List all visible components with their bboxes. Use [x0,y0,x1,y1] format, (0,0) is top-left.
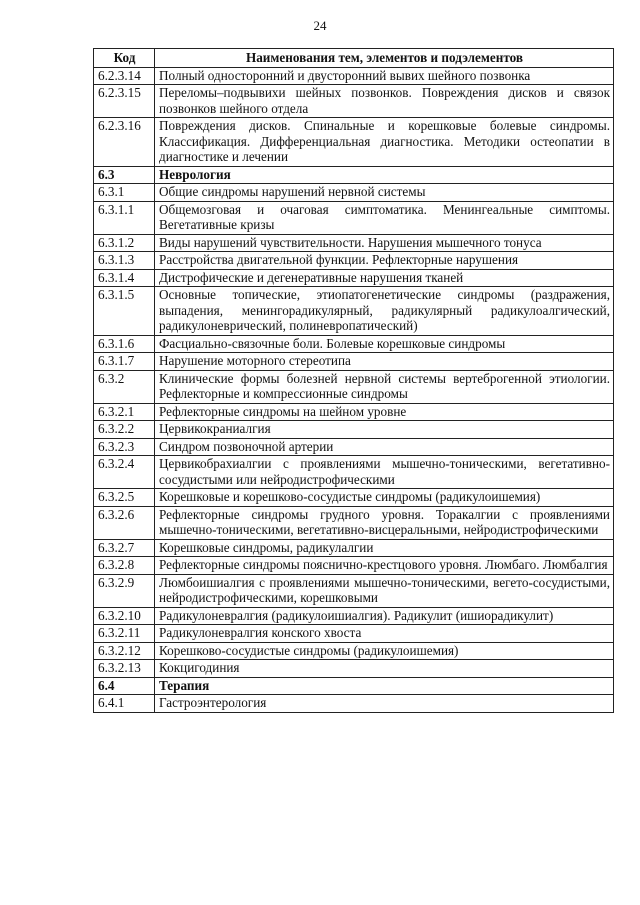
table-row [94,574,614,607]
table-row [94,403,614,421]
row-code: 6.3.1 [94,184,155,202]
row-code: 6.3.2.8 [94,557,155,575]
row-title: Основные топические, этиопатогенетические синдромы (раздражения, выпадения, менингорадикулярный, радикулярный радикулоалгический, радикулоневрический, полиневропатический) [155,287,614,336]
row-title: Радикулоневралгия конского хвоста [155,625,614,643]
row-code: 6.2.3.16 [94,118,155,167]
row-title: Полный односторонний и двусторонний вывих шейного позвонка [155,67,614,85]
row-title: Люмбоишиалгия с проявлениями мышечно-тоническими, вегето-сосудистыми, нейродистрофическими, корешковыми [155,574,614,607]
section-row [94,677,614,695]
row-code: 6.3.2.9 [94,574,155,607]
row-title: Цервикокраниалгия [155,421,614,439]
table-header-row [94,49,614,68]
row-title: Клинические формы болезней нервной системы вертеброгенной этиологии. Рефлекторные и компрессионные синдромы [155,370,614,403]
row-title: Гастроэнтерология [155,695,614,713]
table-body [94,67,614,712]
row-title: Расстройства двигательной функции. Рефлекторные нарушения [155,252,614,270]
row-title: Рефлекторные синдромы на шейном уровне [155,403,614,421]
table-row [94,557,614,575]
table-row [94,539,614,557]
column-header-code: Код [94,49,155,68]
row-title: Рефлекторные синдромы грудного уровня. Торакалгии с проявлениями мышечно-тоническими, вегетативно-висцеральными, нейродистрофическими [155,506,614,539]
table-row [94,660,614,678]
row-code: 6.2.3.15 [94,85,155,118]
row-code: 6.4 [94,677,155,695]
row-title: Повреждения дисков. Спинальные и корешковые болевые синдромы. Классификация. Дифференциальная диагностика. Методики остеопатии в диагностике и лечении [155,118,614,167]
row-code: 6.3.2.6 [94,506,155,539]
row-code: 6.3.2.5 [94,489,155,507]
row-title: Рефлекторные синдромы пояснично-крестцового уровня. Люмбаго. Люмбалгия [155,557,614,575]
row-title: Дистрофические и дегенеративные нарушения тканей [155,269,614,287]
row-title: Нарушение моторного стереотипа [155,353,614,371]
page-number: 24 [313,18,327,33]
table-row [94,489,614,507]
table-row [94,335,614,353]
row-code: 6.3.2 [94,370,155,403]
table-row [94,625,614,643]
table-row [94,506,614,539]
row-code: 6.4.1 [94,695,155,713]
table-row [94,370,614,403]
row-title: Фасциально-связочные боли. Болевые корешковые синдромы [155,335,614,353]
table-row [94,642,614,660]
table-row [94,421,614,439]
row-title: Радикулоневралгия (радикулоишиалгия). Радикулит (ишиорадикулит) [155,607,614,625]
table-row [94,353,614,371]
row-code: 6.3.1.3 [94,252,155,270]
row-code: 6.3.1.4 [94,269,155,287]
row-title: Корешковые синдромы, радикулалгии [155,539,614,557]
row-code: 6.3.1.7 [94,353,155,371]
row-code: 6.3.2.1 [94,403,155,421]
row-title: Корешково-сосудистые синдромы (радикулоишемия) [155,642,614,660]
table-row [94,269,614,287]
table-row [94,456,614,489]
row-code: 6.2.3.14 [94,67,155,85]
row-title: Кокцигодиния [155,660,614,678]
row-title: Общие синдромы нарушений нервной системы [155,184,614,202]
row-code: 6.3.2.2 [94,421,155,439]
row-code: 6.3.2.10 [94,607,155,625]
row-title: Неврология [155,166,614,184]
column-header-title: Наименования тем, элементов и подэлементов [155,49,614,68]
curriculum-table [93,48,614,713]
row-title: Переломы–подвывихи шейных позвонков. Повреждения дисков и связок позвонков шейного отдела [155,85,614,118]
table-row [94,234,614,252]
row-code: 6.3.2.4 [94,456,155,489]
table-row [94,438,614,456]
row-title: Корешковые и корешково-сосудистые синдромы (радикулоишемия) [155,489,614,507]
table-row [94,67,614,85]
table-row [94,85,614,118]
row-code: 6.3.1.5 [94,287,155,336]
row-code: 6.3.2.13 [94,660,155,678]
row-code: 6.3.2.3 [94,438,155,456]
table-row [94,287,614,336]
table-row [94,201,614,234]
row-title: Виды нарушений чувствительности. Нарушения мышечного тонуса [155,234,614,252]
row-title: Цервикобрахиалгии с проявлениями мышечно-тоническими, вегетативно-сосудистыми или нейродистрофическими [155,456,614,489]
section-row [94,166,614,184]
table-row [94,118,614,167]
row-title: Синдром позвоночной артерии [155,438,614,456]
row-code: 6.3.1.6 [94,335,155,353]
row-code: 6.3.1.1 [94,201,155,234]
row-code: 6.3 [94,166,155,184]
row-title: Общемозговая и очаговая симптоматика. Менингеальные симптомы. Вегетативные кризы [155,201,614,234]
table-row [94,252,614,270]
row-code: 6.3.2.12 [94,642,155,660]
row-code: 6.3.1.2 [94,234,155,252]
table-row [94,184,614,202]
table-row [94,607,614,625]
row-code: 6.3.2.7 [94,539,155,557]
row-code: 6.3.2.11 [94,625,155,643]
table-row [94,695,614,713]
row-title: Терапия [155,677,614,695]
